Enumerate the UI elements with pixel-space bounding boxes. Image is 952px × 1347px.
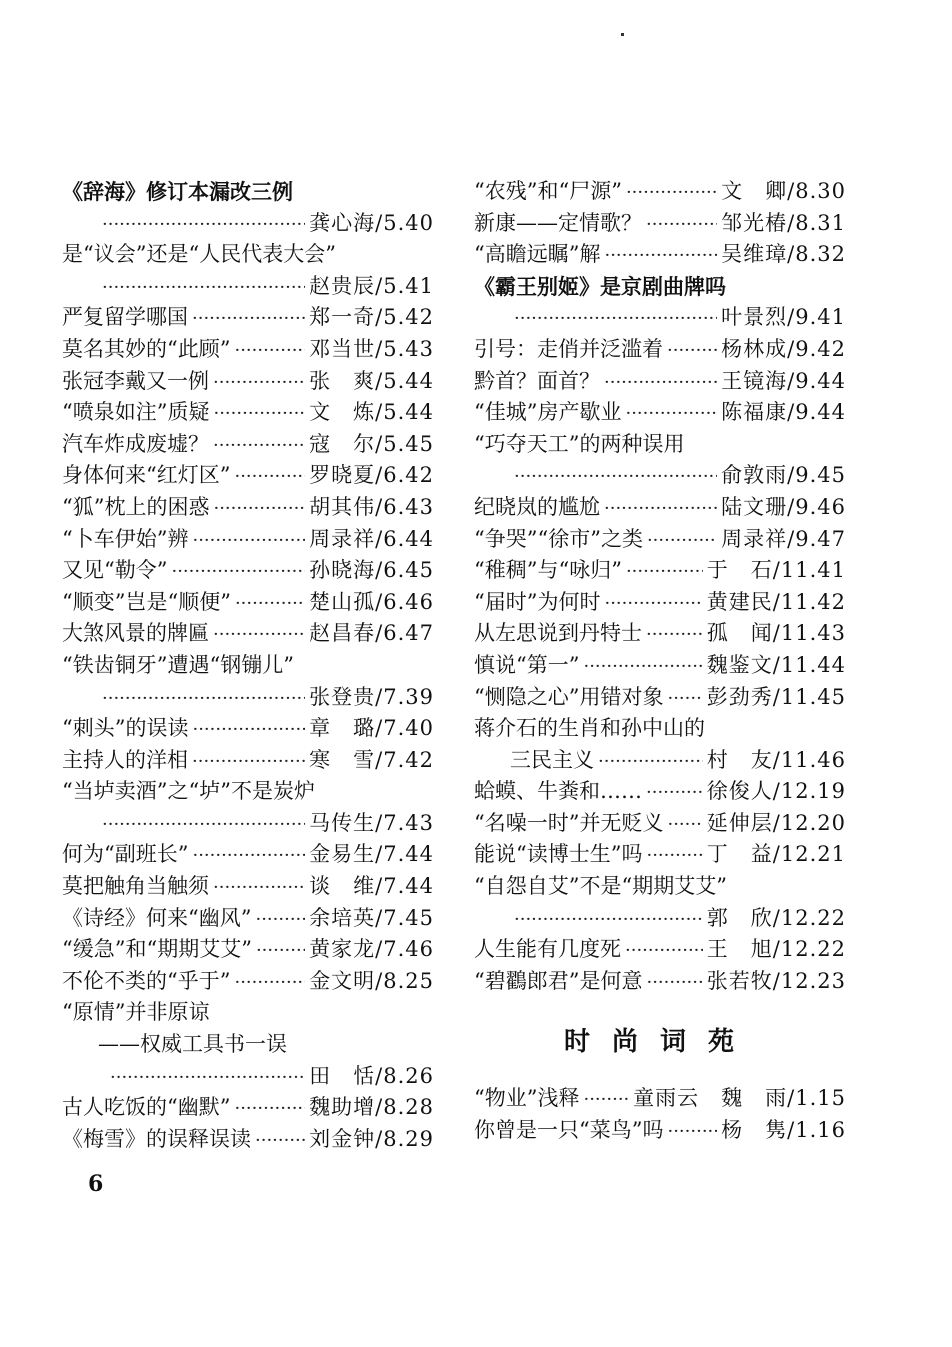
toc-entry bbox=[62, 839, 434, 871]
leader-dots bbox=[646, 967, 702, 999]
toc-entry-title: “争哭”“徐市”之类 bbox=[474, 526, 643, 551]
toc-entry bbox=[62, 208, 434, 240]
toc-entry bbox=[474, 302, 846, 334]
toc-entry-title: 《霸王别姬》是京剧曲牌吗 bbox=[474, 273, 726, 299]
leader-dots bbox=[192, 746, 305, 778]
leader-dots bbox=[647, 525, 717, 557]
toc-entry-title: “名噪一时”并无贬义 bbox=[474, 810, 664, 835]
leader-dots bbox=[192, 714, 305, 746]
toc-entry-author-issue: 徐俊人/12.19 bbox=[706, 779, 846, 804]
toc-entry-author-issue: 寒 雪/7.42 bbox=[309, 747, 434, 772]
section-heading: 时尚词苑 bbox=[563, 1027, 756, 1058]
toc-entry-title: 莫把触角当触须 bbox=[62, 874, 209, 899]
leader-dots bbox=[514, 904, 703, 936]
toc-entry-title: 主持人的洋相 bbox=[62, 747, 188, 772]
leader-dots bbox=[102, 272, 305, 304]
leader-dots bbox=[192, 840, 305, 872]
leader-dots bbox=[646, 840, 702, 872]
leader-dots bbox=[646, 209, 717, 241]
toc-entry bbox=[62, 966, 434, 998]
toc-entry-title: “届时”为何时 bbox=[474, 589, 601, 614]
leader-dots bbox=[626, 177, 717, 209]
toc-entry-title: “自怨自艾”不是“期期艾艾” bbox=[474, 874, 727, 899]
toc-entry-title: “缓急”和“期期艾艾” bbox=[62, 937, 252, 962]
toc-entry-author-issue: 马传生/7.43 bbox=[309, 810, 434, 835]
toc-entry-author-issue: 吴维璋/8.32 bbox=[721, 242, 846, 267]
toc-entry-author-issue: 罗晓夏/6.42 bbox=[309, 463, 434, 488]
toc-entry-author-issue: 孤 闻/11.43 bbox=[706, 621, 846, 646]
leader-dots bbox=[514, 303, 717, 335]
toc-entry-title: “原情”并非原谅 bbox=[62, 1000, 210, 1025]
toc-entry-title: 人生能有几度死 bbox=[474, 937, 621, 962]
toc-entry bbox=[62, 492, 434, 524]
toc-entry-title: 汽车炸成废墟？ bbox=[62, 431, 209, 456]
toc-entry-author-issue: 邹光椿/8.31 bbox=[721, 210, 846, 235]
toc-entry bbox=[474, 903, 846, 935]
toc-entry-title: 引号：走俏并泛滥着 bbox=[474, 336, 663, 361]
toc-entry bbox=[62, 555, 434, 587]
toc-entry bbox=[474, 239, 846, 271]
toc-entry-title: 黔首？面首？ bbox=[474, 368, 600, 393]
leader-dots bbox=[667, 335, 717, 367]
toc-entry-title: 《诗经》何来“幽风” bbox=[62, 905, 252, 930]
toc-entry-title: 你曾是一只“菜鸟”吗 bbox=[474, 1118, 664, 1143]
toc-entry-title-line bbox=[62, 176, 434, 208]
toc-entry-author-issue: 周录祥/9.47 bbox=[721, 526, 846, 551]
leader-dots bbox=[213, 619, 305, 651]
toc-entry-title: “恻隐之心”用错对象 bbox=[474, 684, 664, 709]
toc-entry-title: “当垆卖酒”之“垆”不是炭炉 bbox=[62, 779, 315, 804]
toc-entry-title: 不伦不类的“乎于” bbox=[62, 968, 231, 993]
toc-entry-author-issue: 魏助增/8.28 bbox=[309, 1095, 434, 1120]
toc-entry-author-issue: 张 爽/5.44 bbox=[309, 368, 434, 393]
toc-entry-title: 新康——定情歌？ bbox=[474, 210, 642, 235]
toc-entry-title: “卜车伊始”辨 bbox=[62, 526, 189, 551]
toc-entry-title: “顺变”岂是“顺便” bbox=[62, 589, 231, 614]
leader-dots bbox=[604, 493, 717, 525]
toc-entry bbox=[474, 587, 846, 619]
leader-dots bbox=[625, 935, 703, 967]
toc-entry-author-issue: 胡其伟/6.43 bbox=[309, 494, 434, 519]
toc-entry-title: 又见“勒令” bbox=[62, 558, 168, 583]
toc-entry bbox=[474, 650, 846, 682]
toc-entry-author-issue: 余培英/7.45 bbox=[309, 905, 434, 930]
toc-entry bbox=[62, 334, 434, 366]
leader-dots bbox=[213, 430, 305, 462]
toc-entry-author-issue: 田 恬/8.26 bbox=[309, 1063, 434, 1088]
leader-dots bbox=[604, 588, 702, 620]
toc-entry-title: 身体何来“红灯区” bbox=[62, 463, 231, 488]
leader-dots bbox=[256, 935, 305, 967]
toc-entry bbox=[62, 271, 434, 303]
toc-entry bbox=[474, 492, 846, 524]
toc-entry bbox=[62, 903, 434, 935]
toc-entry bbox=[474, 618, 846, 650]
toc-entry-title: “碧鸐郎君”是何意 bbox=[474, 968, 643, 993]
toc-entry bbox=[474, 176, 846, 208]
toc-entry-author-issue: 于 石/11.41 bbox=[706, 558, 846, 583]
leader-dots bbox=[667, 1116, 717, 1148]
toc-entry bbox=[62, 682, 434, 714]
toc-entry bbox=[62, 934, 434, 966]
toc-entry bbox=[474, 808, 846, 840]
leader-dots bbox=[604, 367, 717, 399]
toc-entry-author-issue: 黄家龙/7.46 bbox=[309, 937, 434, 962]
toc-entry bbox=[62, 524, 434, 556]
toc-entry bbox=[62, 1092, 434, 1124]
leader-dots bbox=[667, 809, 702, 841]
toc-entry bbox=[474, 1083, 846, 1115]
toc-entry-author-issue: 孙晓海/6.45 bbox=[309, 558, 434, 583]
leader-dots bbox=[102, 209, 305, 241]
toc-entry-author-issue: 郭 欣/12.22 bbox=[706, 905, 846, 930]
toc-entry-author-issue: 龚心海/5.40 bbox=[309, 210, 434, 235]
toc-entry bbox=[474, 966, 846, 998]
toc-entry-author-issue: 王 旭/12.22 bbox=[706, 937, 846, 962]
leader-dots bbox=[102, 683, 305, 715]
leader-dots bbox=[213, 367, 305, 399]
scan-mark bbox=[621, 33, 624, 36]
leader-dots bbox=[255, 904, 305, 936]
toc-entry bbox=[474, 460, 846, 492]
toc-entry-author-issue: 邓当世/5.43 bbox=[309, 336, 434, 361]
leader-dots bbox=[514, 461, 717, 493]
toc-entry bbox=[474, 776, 846, 808]
toc-entry-author-issue: 杨林成/9.42 bbox=[721, 336, 846, 361]
toc-entry-author-issue: 寇 尔/5.45 bbox=[309, 431, 434, 456]
toc-entry bbox=[474, 934, 846, 966]
toc-entry-title: 纪晓岚的尴尬 bbox=[474, 494, 600, 519]
toc-entry-title-line bbox=[474, 429, 846, 461]
toc-entry-author-issue: 郑一奇/5.42 bbox=[309, 305, 434, 330]
toc-entry bbox=[474, 334, 846, 366]
toc-entry bbox=[474, 839, 846, 871]
page-number: 6 bbox=[88, 1171, 104, 1197]
leader-dots bbox=[625, 398, 717, 430]
toc-entry bbox=[62, 808, 434, 840]
toc-entry-title: “稚稠”与“咏归” bbox=[474, 558, 622, 583]
toc-entry-author-issue: 章 璐/7.40 bbox=[309, 716, 434, 741]
toc-entry bbox=[62, 429, 434, 461]
toc-entry-author-issue: 楚山孤/6.46 bbox=[309, 589, 434, 614]
toc-entry-title-line bbox=[62, 776, 434, 808]
toc-entry bbox=[62, 302, 434, 334]
toc-entry-author-issue: 童雨云 魏 雨/1.15 bbox=[633, 1086, 846, 1111]
toc-entry-title: 是“议会”还是“人民代表大会” bbox=[62, 242, 336, 267]
toc-entry-author-issue: 周录祥/6.44 bbox=[309, 526, 434, 551]
toc-column-right bbox=[474, 176, 846, 1147]
toc-entry bbox=[474, 397, 846, 429]
toc-entry-author-issue: 丁 益/12.21 bbox=[706, 842, 846, 867]
toc-entry-title: 蛤蟆、牛粪和…… bbox=[474, 779, 642, 804]
toc-entry bbox=[62, 745, 434, 777]
toc-entry bbox=[62, 366, 434, 398]
toc-entry-title: 《辞海》修订本漏改三例 bbox=[62, 179, 293, 204]
leader-dots bbox=[234, 335, 305, 367]
toc-entry-author-issue: 陆文珊/9.46 bbox=[721, 494, 846, 519]
leader-dots bbox=[583, 651, 702, 683]
toc-entry bbox=[474, 682, 846, 714]
toc-entry bbox=[474, 524, 846, 556]
toc-entry-title: 古人吃饭的“幽默” bbox=[62, 1095, 231, 1120]
toc-entry-title: “物业”浅释 bbox=[474, 1086, 580, 1111]
toc-entry-author-issue: 陈福康/9.44 bbox=[721, 400, 846, 425]
toc-entry-author-issue: 杨 隽/1.16 bbox=[721, 1118, 846, 1143]
leader-dots bbox=[110, 1062, 305, 1094]
toc-entry-title: “农残”和“尸源” bbox=[474, 179, 622, 203]
leader-dots bbox=[255, 1125, 305, 1157]
toc-entry-title-line bbox=[474, 871, 846, 903]
toc-entry-title-line bbox=[474, 713, 846, 745]
toc-entry-author-issue: 赵昌春/6.47 bbox=[309, 621, 434, 646]
toc-entry-author-issue: 延伸层/12.20 bbox=[706, 810, 846, 835]
toc-entry-title: “刺头”的误读 bbox=[62, 716, 189, 741]
toc-entry bbox=[62, 618, 434, 650]
toc-entry-author-issue: 文 炼/5.44 bbox=[309, 400, 434, 425]
toc-entry-title: 《梅雪》的误释误读 bbox=[62, 1126, 251, 1151]
leader-dots bbox=[598, 746, 703, 778]
toc-entry-title: 严复留学哪国 bbox=[62, 305, 188, 330]
toc-entry-author-issue: 刘金钟/8.29 bbox=[309, 1126, 434, 1151]
section-spacer bbox=[474, 1073, 846, 1083]
toc-entry bbox=[62, 871, 434, 903]
toc-entry-title: 三民主义 bbox=[510, 747, 594, 772]
toc-entry-title: “铁齿铜牙”遭遇“钢镚儿” bbox=[62, 652, 294, 677]
toc-entry-title: 能说“读博士生”吗 bbox=[474, 842, 643, 867]
leader-dots bbox=[213, 493, 305, 525]
toc-entry-author-issue: 黄建民/11.42 bbox=[706, 589, 846, 614]
toc-entry-title-line bbox=[62, 650, 434, 682]
toc-entry-title: 大煞风景的牌匾 bbox=[62, 621, 209, 646]
toc-entry bbox=[474, 366, 846, 398]
toc-entry-author-issue: 魏鉴文/11.44 bbox=[706, 652, 846, 677]
toc-entry-author-issue: 张若牧/12.23 bbox=[706, 968, 846, 993]
toc-entry-title: 从左思说到丹特士 bbox=[474, 621, 642, 646]
toc-entry-author-issue: 金易生/7.44 bbox=[309, 842, 434, 867]
leader-dots bbox=[646, 777, 703, 809]
toc-entry-title: 蒋介石的生肖和孙中山的 bbox=[474, 716, 705, 741]
leader-dots bbox=[646, 619, 703, 651]
toc-entry-author-issue: 赵贵辰/5.41 bbox=[309, 273, 434, 298]
toc-entry-author-issue: 叶景烈/9.41 bbox=[721, 305, 846, 330]
toc-entry-subtitle bbox=[62, 1029, 434, 1061]
toc-entry-author-issue: 王镜海/9.44 bbox=[721, 368, 846, 393]
leader-dots bbox=[234, 1093, 305, 1125]
leader-dots bbox=[626, 556, 703, 588]
toc-entry-title: 张冠李戴又一例 bbox=[62, 368, 209, 393]
toc-entry-title: “巧夺天工”的两种误用 bbox=[474, 431, 685, 456]
toc-entry-title: “佳城”房产歇业 bbox=[474, 400, 622, 425]
toc-entry-title: 何为“副班长” bbox=[62, 842, 189, 867]
leader-dots bbox=[213, 872, 305, 904]
toc-entry-title: 莫名其妙的“此顾” bbox=[62, 336, 231, 361]
toc-entry-author-issue: 谈 维/7.44 bbox=[309, 874, 434, 899]
toc-entry bbox=[62, 397, 434, 429]
toc-entry-title: ——权威工具书一误 bbox=[98, 1032, 287, 1057]
toc-entry-title: “喷泉如注”质疑 bbox=[62, 400, 210, 425]
toc-entry-title: 慎说“第一” bbox=[474, 652, 580, 677]
toc-entry bbox=[62, 1124, 434, 1156]
toc-entry bbox=[474, 555, 846, 587]
section-spacer bbox=[474, 997, 846, 1011]
leader-dots bbox=[667, 683, 702, 715]
toc-entry bbox=[62, 587, 434, 619]
leader-dots bbox=[192, 525, 305, 557]
leader-dots bbox=[213, 398, 305, 430]
leader-dots bbox=[604, 240, 717, 272]
leader-dots bbox=[102, 809, 305, 841]
toc-entry-author-issue: 村 友/11.46 bbox=[706, 747, 846, 772]
toc-column-left bbox=[62, 176, 434, 1155]
toc-entry-author-issue: 俞敦雨/9.45 bbox=[721, 463, 846, 488]
leader-dots bbox=[583, 1084, 629, 1116]
toc-entry-title: “狐”枕上的困惑 bbox=[62, 494, 210, 519]
toc-entry-title-line bbox=[474, 271, 846, 303]
leader-dots bbox=[171, 556, 305, 588]
toc-entry-author-issue: 张登贵/7.39 bbox=[309, 684, 434, 709]
toc-entry bbox=[474, 745, 846, 777]
leader-dots bbox=[234, 967, 305, 999]
leader-dots bbox=[192, 303, 305, 335]
toc-entry-author-issue: 彭劲秀/11.45 bbox=[706, 684, 846, 709]
toc-entry-author-issue: 文 卿/8.30 bbox=[721, 179, 846, 203]
toc-entry-author-issue: 金文明/8.25 bbox=[309, 968, 434, 993]
toc-entry bbox=[62, 460, 434, 492]
toc-entry-title-line bbox=[62, 997, 434, 1029]
toc-entry bbox=[62, 1061, 434, 1093]
toc-entry bbox=[474, 1115, 846, 1147]
toc-entry-title: “高瞻远瞩”解 bbox=[474, 242, 601, 267]
leader-dots bbox=[235, 588, 305, 620]
toc-entry bbox=[474, 208, 846, 240]
toc-entry bbox=[62, 713, 434, 745]
leader-dots bbox=[234, 461, 305, 493]
toc-entry-title-line bbox=[62, 239, 434, 271]
